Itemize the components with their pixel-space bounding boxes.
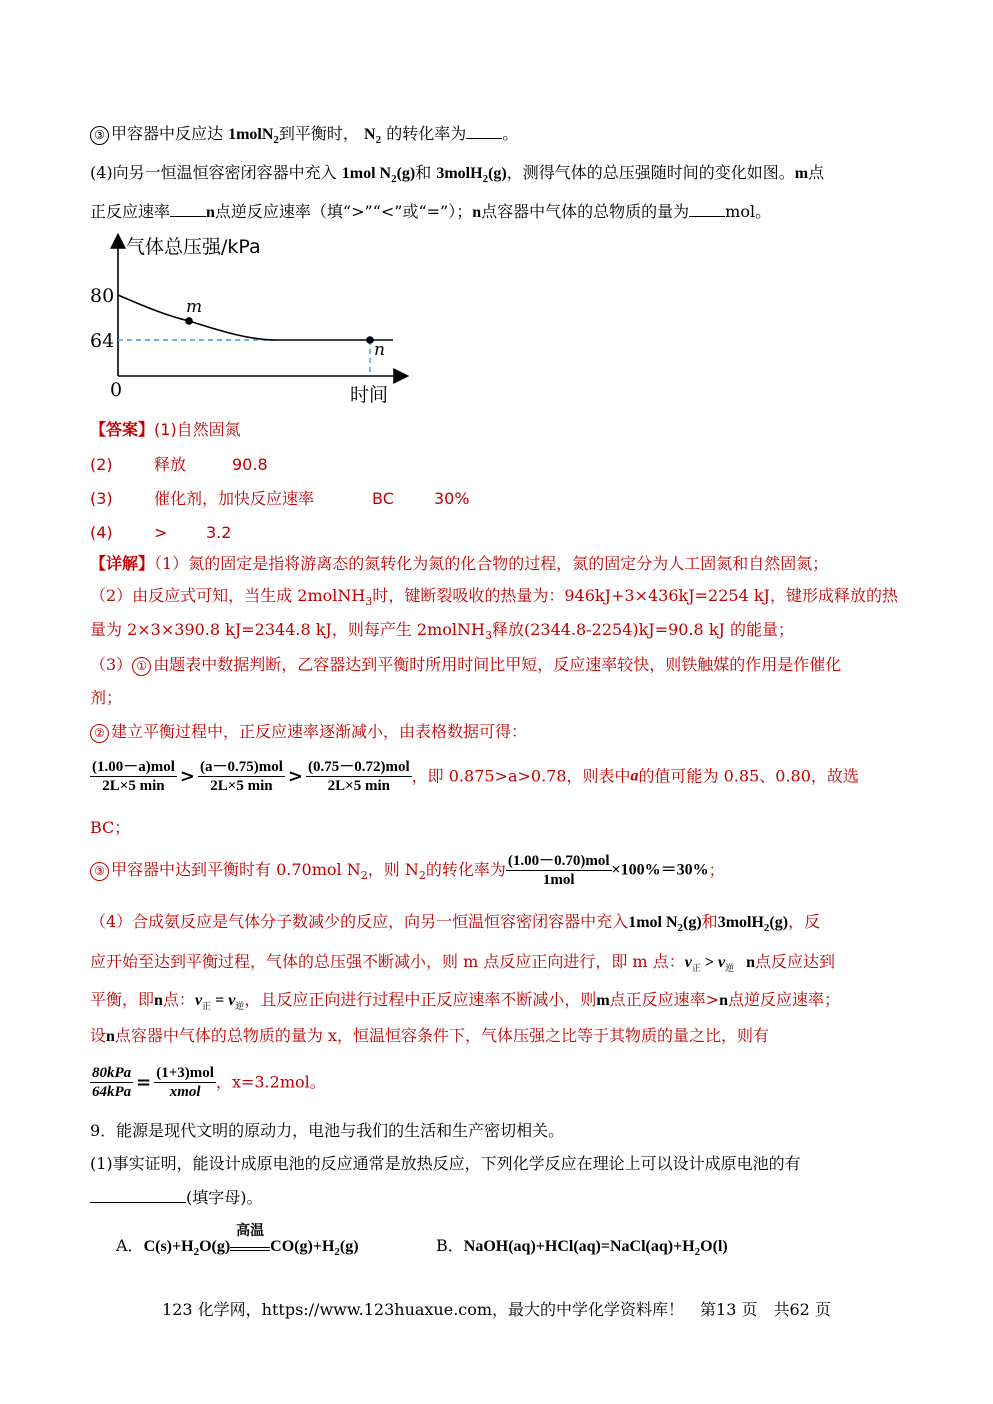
answer-blank bbox=[466, 124, 502, 139]
answer-line-2: (2) 释放 90.8 bbox=[90, 455, 268, 474]
fraction: $\frac{\text{(a－0.75)mol}}{2L\times 5 \min}$ bbox=[200, 759, 283, 794]
pressure-time-chart bbox=[88, 228, 418, 410]
page-footer: 123 化学网，https://www.123huaxue.com，最大的中学化学资料库！ 第13 页 共62 页 bbox=[162, 1300, 831, 1319]
detail-p8a: （4）合成氨反应是气体分子数减少的反应，向另一恒温恒容密闭容器中充入1mol $N_2(g)$和3molH$_2$(g)，反 bbox=[90, 912, 821, 935]
q9-p3: (填字母)。 bbox=[90, 1188, 263, 1208]
detail-p2b: 量为 2×3×390.8 kJ=2344.8 kJ，则每产生 2molNH$_3$释放(2344.8-2254)kJ=90.8 kJ 的能量； bbox=[90, 620, 795, 643]
point-n bbox=[366, 336, 374, 344]
detail-p6: BC； bbox=[90, 818, 131, 837]
answer-line-3: (3) 催化剂，加快反应速率 BC 30% bbox=[90, 489, 470, 508]
q9-option-b: B．$NaOH(aq)+HCl(aq)=NaCl(aq)+H_2O(l)$ bbox=[436, 1236, 728, 1259]
detail-p8d: 设n点容器中气体的总物质的量为 x，恒温恒容条件下，气体压强之比等于其物质的量之比，则有 bbox=[90, 1026, 770, 1045]
answer-blank bbox=[90, 1188, 186, 1203]
circle-number: ③ bbox=[90, 126, 109, 145]
fraction: $\frac{\text{(1.00－a)mol}}{2L\times 5 \min}$ bbox=[92, 759, 175, 794]
fraction: $\frac{\text{(0.75－0.72)mol}}{2L\times 5 \min}$ bbox=[308, 759, 410, 794]
point-n-label: n bbox=[374, 340, 385, 360]
fraction: $\frac{\text{(1.00－0.70)mol}}{\text{1mol}}$ bbox=[507, 853, 610, 888]
detail-p1: 【详解】（1）氮的固定是指将游离态的氮转化为氮的化合物的过程，氮的固定分为人工固氮和自然固氮； bbox=[90, 554, 829, 573]
detail-fraction-inequality: $\frac{\text{(1.00－a)mol}}{2L\times 5 \min}$ > $\frac{\text{(a－0.75)mol}}{2L\times 5 \min}$ > $\frac{\text{(0.75－0.72)mol}}{2L\times 5 \min}$ ，即 0.875>a>0.78，则表中a的值可能为 0.85、0.80，故选 bbox=[92, 759, 859, 794]
fraction: $\frac{\text{80kPa}}{\text{64kPa}}$ bbox=[92, 1065, 132, 1100]
answer-blank bbox=[170, 202, 206, 217]
q9-option-a: A．$C(s)+H_2O(g)$ 高温 $CO(g)+H_2(g)$ bbox=[116, 1224, 359, 1259]
origin-label: 0 bbox=[110, 379, 123, 401]
q4-line-1: (4)向另一恒温恒容密闭容器中充入 1mol $N_2(g)$和 3molH$_2$(g)，测得气体的总压强随时间的变化如图。m点 bbox=[90, 163, 825, 186]
answer-line-4: (4) > 3.2 bbox=[90, 523, 232, 542]
detail-p3b: 剂； bbox=[90, 688, 123, 707]
q9-p1: 9．能源是现代文明的原动力，电池与我们的生活和生产密切相关。 bbox=[90, 1121, 565, 1140]
detail-p8b: 应开始至达到平衡过程，气体的总压强不断减小，则 m 点反应正向进行，即 m 点：$v_正 > v_逆$ n点反应达到 bbox=[90, 952, 835, 975]
pressure-series-line bbox=[118, 295, 393, 340]
x-axis-label: 时间 bbox=[350, 384, 389, 406]
fraction: $\frac{\text{(1+3)mol}}{\text{xmol}}$ bbox=[156, 1065, 214, 1100]
y-tick-label: 80 bbox=[90, 285, 115, 307]
detail-p8e: $\frac{\text{80kPa}}{\text{64kPa}}$ = $\frac{\text{(1+3)mol}}{\text{xmol}}$ ，x=3.2mol。 bbox=[92, 1065, 326, 1100]
reaction-condition: 高温 bbox=[230, 1239, 270, 1251]
q9-p2: (1)事实证明，能设计成原电池的反应通常是放热反应，下列化学反应在理论上可以设计成原电池的有 bbox=[90, 1154, 801, 1173]
q3-item3-line: ③ 甲容器中反应达 1molN$_2$到平衡时， $N_2$ 的转化率为 。 bbox=[90, 124, 518, 150]
y-tick-label: 64 bbox=[90, 330, 115, 352]
y-axis-label: 气体总压强/kPa bbox=[126, 236, 261, 258]
q4-line-2: 正反应速率 n点逆反应速率（填“>”“<”或“=”）；n点容器中气体的总物质的量为 mol。 bbox=[90, 202, 772, 221]
answer-line-1: 【答案】(1)自然固氮 bbox=[90, 420, 241, 439]
detail-p8c: 平衡，即n点：$v_正 = v_逆$，且反应正向进行过程中正反应速率不断减小，则m点正反应速率>n点逆反应速率； bbox=[90, 990, 840, 1013]
point-m bbox=[185, 317, 193, 325]
detail-p4: ② 建立平衡过程中，正反应速率逐渐减小，由表格数据可得： bbox=[90, 722, 527, 743]
detail-p2a: （2）由反应式可知，当生成 2molNH$_3$时，键断裂吸收的热量为：946kJ+3×436kJ=2254 kJ，键形成释放的热 bbox=[90, 586, 898, 609]
detail-p3a: （3） ① 由题表中数据判断，乙容器达到平衡时所用时间比甲短，反应速率较快，则铁触媒的作用是作催化 bbox=[90, 655, 842, 674]
answer-blank bbox=[689, 202, 725, 217]
detail-p7: ③ 甲容器中达到平衡时有 0.70mol $N_2$，则 $N_2$的转化率为 $\frac{\text{(1.00－0.70)mol}}{\text{1mol}}$ ×100%＝30%； bbox=[90, 850, 725, 896]
point-m-label: m bbox=[186, 297, 203, 317]
